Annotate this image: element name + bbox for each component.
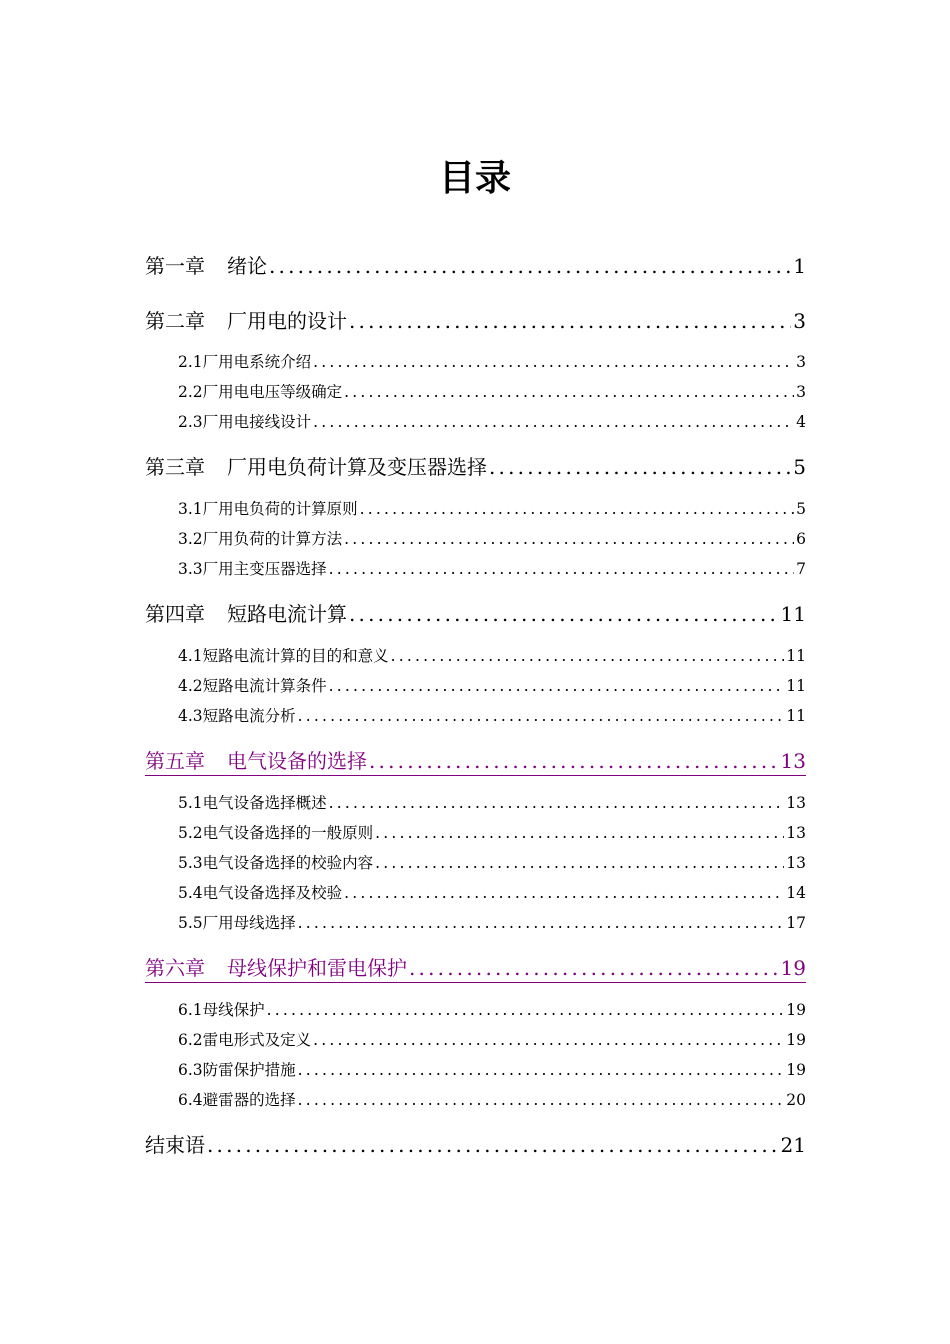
entry-page-number: 1 [793, 254, 806, 278]
entry-number: 6.1 [178, 1001, 203, 1019]
dot-leader [313, 1031, 784, 1049]
entry-number: 3.1 [178, 500, 203, 518]
entry-number: 5.5 [178, 914, 203, 932]
toc-entry-section-5-1[interactable] [178, 791, 806, 815]
toc-entry-section-4-2[interactable] [178, 674, 806, 698]
dot-leader [207, 1133, 779, 1157]
toc-entry-section-6-3[interactable] [178, 1058, 806, 1082]
entry-text: 厂用电系统介绍 [202, 353, 312, 371]
entry-number: 4.2 [178, 677, 203, 695]
entry-page-number: 3 [796, 383, 806, 401]
toc-entry-section-5-3[interactable] [178, 851, 806, 875]
toc-entry-chapter-1[interactable] [145, 250, 806, 280]
dot-leader [298, 1091, 785, 1109]
toc-entry-section-4-1[interactable] [178, 644, 806, 668]
toc-entry-section-5-5[interactable] [178, 911, 806, 935]
entry-text: 短路电流计算 [227, 602, 347, 626]
entry-number: 2.1 [178, 353, 203, 371]
toc-entry-section-5-4[interactable] [178, 881, 806, 905]
entry-page-number: 13 [786, 854, 806, 872]
toc-entry-chapter-3[interactable] [145, 451, 806, 481]
entry-number: 2.3 [178, 413, 203, 431]
dot-leader [409, 956, 779, 980]
toc-entry-chapter-2[interactable] [145, 305, 806, 335]
dot-leader [329, 794, 785, 812]
entry-page-number: 5 [796, 500, 806, 518]
dot-leader [344, 530, 794, 548]
entry-number: 5.4 [178, 884, 203, 902]
dot-leader [489, 455, 791, 479]
toc-entry-section-3-2[interactable] [178, 527, 806, 551]
entry-page-number: 13 [786, 824, 806, 842]
entry-text: 绪论 [227, 254, 267, 278]
dot-leader [298, 707, 785, 725]
entry-text: 厂用负荷的计算方法 [202, 530, 343, 548]
entry-text: 电气设备选择概述 [202, 794, 327, 812]
entry-number: 3.2 [178, 530, 203, 548]
entry-text: 防雷保护措施 [202, 1061, 296, 1079]
entry-number: 第一章 [145, 254, 205, 278]
entry-text: 厂用电的设计 [227, 309, 347, 333]
entry-text: 避雷器的选择 [202, 1091, 296, 1109]
toc-entry-section-3-1[interactable] [178, 497, 806, 521]
entry-page-number: 13 [786, 794, 806, 812]
dot-leader [269, 254, 791, 278]
entry-number: 第六章 [145, 956, 205, 980]
entry-number: 4.3 [178, 707, 203, 725]
entry-text: 短路电流计算的目的和意义 [202, 647, 389, 665]
entry-number: 第四章 [145, 602, 205, 626]
entry-text: 母线保护和雷电保护 [227, 956, 407, 980]
entry-text: 电气设备选择的一般原则 [202, 824, 374, 842]
entry-page-number: 19 [786, 1031, 806, 1049]
entry-text: 短路电流分析 [202, 707, 296, 725]
entry-text: 电气设备的选择 [227, 749, 367, 773]
entry-page-number: 3 [793, 309, 806, 333]
toc-entry-chapter-4[interactable] [145, 598, 806, 628]
entry-number: 3.3 [178, 560, 203, 578]
dot-leader [313, 353, 794, 371]
entry-page-number: 11 [786, 707, 806, 725]
toc-entry-chapter-5-link[interactable] [145, 745, 806, 776]
dot-leader [349, 309, 791, 333]
entry-number: 5.3 [178, 854, 203, 872]
entry-number: 5.2 [178, 824, 203, 842]
entry-text: 厂用电接线设计 [202, 413, 312, 431]
toc-entry-section-2-2[interactable] [178, 380, 806, 404]
entry-page-number: 11 [786, 647, 806, 665]
entry-text: 结束语 [145, 1133, 205, 1157]
dot-leader [344, 884, 784, 902]
dot-leader [369, 749, 779, 773]
dot-leader [298, 1061, 785, 1079]
dot-leader [329, 560, 794, 578]
entry-number: 4.1 [178, 647, 203, 665]
entry-page-number: 19 [786, 1061, 806, 1079]
dot-leader [298, 914, 785, 932]
entry-text: 母线保护 [202, 1001, 265, 1019]
entry-page-number: 6 [796, 530, 806, 548]
entry-number: 第三章 [145, 455, 205, 479]
toc-entry-section-2-3[interactable] [178, 410, 806, 434]
toc-entry-section-3-3[interactable] [178, 557, 806, 581]
dot-leader [329, 677, 785, 695]
toc-entry-section-6-4[interactable] [178, 1088, 806, 1112]
dot-leader [344, 383, 794, 401]
toc-entry-conclusion[interactable] [145, 1129, 806, 1159]
dot-leader [349, 602, 779, 626]
entry-page-number: 19 [780, 956, 806, 980]
entry-page-number: 20 [786, 1091, 806, 1109]
entry-page-number: 11 [780, 602, 806, 626]
entry-page-number: 13 [780, 749, 806, 773]
dot-leader [360, 500, 794, 518]
entry-page-number: 21 [780, 1133, 806, 1157]
toc-entry-section-4-3[interactable] [178, 704, 806, 728]
entry-text: 厂用电电压等级确定 [202, 383, 343, 401]
entry-number: 第五章 [145, 749, 205, 773]
toc-entry-chapter-6-link[interactable] [145, 952, 806, 983]
entry-text: 电气设备选择的校验内容 [202, 854, 374, 872]
entry-page-number: 17 [786, 914, 806, 932]
dot-leader [375, 854, 784, 872]
dot-leader [267, 1001, 785, 1019]
entry-page-number: 3 [796, 353, 806, 371]
entry-text: 雷电形式及定义 [202, 1031, 312, 1049]
entry-number: 6.2 [178, 1031, 203, 1049]
entry-number: 6.4 [178, 1091, 203, 1109]
dot-leader [375, 824, 784, 842]
entry-page-number: 4 [796, 413, 806, 431]
entry-number: 6.3 [178, 1061, 203, 1079]
entry-page-number: 19 [786, 1001, 806, 1019]
entry-number: 5.1 [178, 794, 203, 812]
toc-entry-section-5-2[interactable] [178, 821, 806, 845]
entry-text: 厂用电负荷计算及变压器选择 [227, 455, 487, 479]
entry-text: 厂用电负荷的计算原则 [202, 500, 358, 518]
entry-text: 厂用母线选择 [202, 914, 296, 932]
entry-text: 厂用主变压器选择 [202, 560, 327, 578]
dot-leader [313, 413, 794, 431]
entry-number: 第二章 [145, 309, 205, 333]
entry-page-number: 5 [793, 455, 806, 479]
entry-page-number: 11 [786, 677, 806, 695]
dot-leader [391, 647, 785, 665]
toc-entry-section-6-1[interactable] [178, 998, 806, 1022]
entry-number: 2.2 [178, 383, 203, 401]
entry-text: 电气设备选择及校验 [202, 884, 343, 902]
entry-text: 短路电流计算条件 [202, 677, 327, 695]
toc-entry-section-6-2[interactable] [178, 1028, 806, 1052]
toc-entry-section-2-1[interactable] [178, 350, 806, 374]
toc-title: 目录 [438, 158, 511, 199]
entry-page-number: 7 [796, 560, 806, 578]
entry-page-number: 14 [786, 884, 806, 902]
